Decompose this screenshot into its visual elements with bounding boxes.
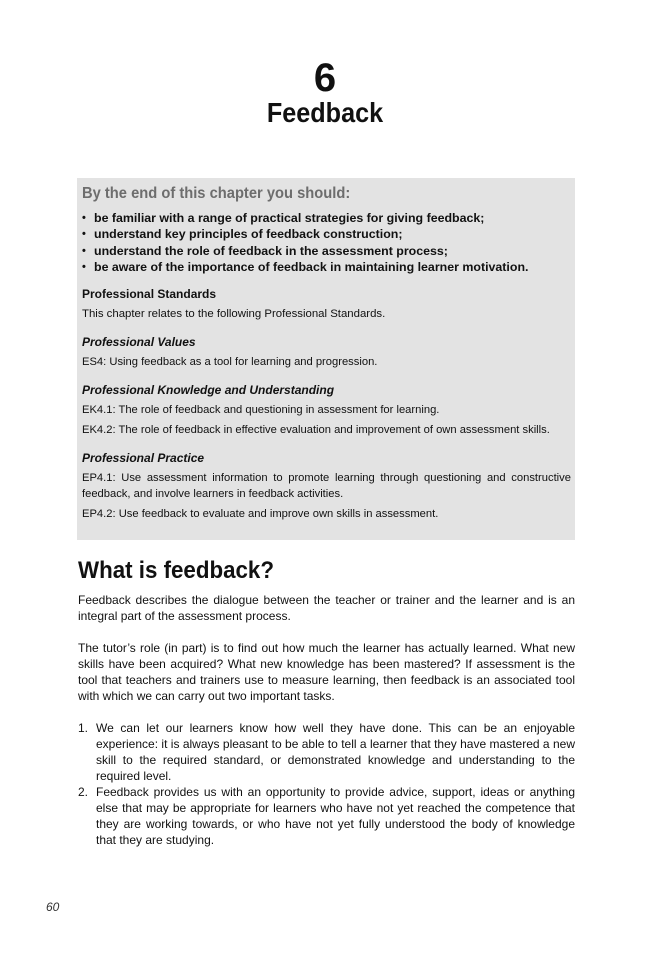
practice-heading: Professional Practice [82, 450, 205, 465]
chapter-objectives-box [77, 178, 575, 540]
section-heading: What is feedback? [78, 557, 274, 584]
bullet-icon: • [82, 228, 86, 241]
list-item-text: We can let our learners know how well they have done. This can be an enjoyable experience: it is always pleasant to be able to tell a learner that they have mastered a new skill to the required standard, or demonstrated knowledge and understanding to the required level. [96, 721, 575, 783]
body-paragraph: Feedback describes the dialogue between the teacher or trainer and the learner and is an integral part of the assessment process. [78, 593, 575, 623]
objectives-heading: By the end of this chapter you should: [82, 185, 351, 202]
standard-item: ES4: Using feedback as a tool for learning and progression. [82, 355, 378, 368]
list-number: 1. [78, 721, 89, 735]
standard-item: EP4.2: Use feedback to evaluate and improve own skills in assessment. [82, 507, 439, 520]
list-number: 2. [78, 785, 89, 799]
standard-item: EP4.1: Use assessment information to promote learning through questioning and constructive feedback, and involve learners in feedback activities. [82, 471, 571, 500]
standard-item: EK4.1: The role of feedback and questioning in assessment for learning. [82, 403, 440, 416]
objective-item: • be familiar with a range of practical strategies for giving feedback; [82, 211, 485, 225]
page-number: 60 [46, 900, 60, 914]
bullet-icon: • [82, 212, 86, 224]
standards-heading: Professional Standards [82, 286, 217, 301]
bullet-icon: • [82, 261, 86, 274]
values-heading: Professional Values [82, 334, 196, 349]
chapter-number: 6 [313, 56, 337, 100]
objective-item: • be aware of the importance of feedback in maintaining learner motivation. [82, 260, 529, 275]
standards-intro: This chapter relates to the following Professional Standards. [82, 307, 386, 320]
objective-item: • understand the role of feedback in the assessment process; [82, 243, 448, 258]
list-item-text: Feedback provides us with an opportunity to provide advice, support, ideas or anything else that may be appropriate for learners who have not yet reached the competence that they are working towards, or who have not yet fully understood the body of knowledge that they are studying. [96, 785, 575, 847]
standard-item: EK4.2: The role of feedback in effective evaluation and improvement of own assessment skills. [82, 423, 550, 436]
objectives-list [82, 210, 571, 276]
knowledge-heading: Professional Knowledge and Understanding [82, 382, 335, 397]
numbered-list [78, 720, 575, 848]
bullet-icon: • [82, 244, 86, 257]
objective-item: • understand key principles of feedback construction; [82, 227, 403, 242]
body-paragraph: The tutor’s role (in part) is to find out how much the learner has actually learned. What new skills have been acquired? What new knowledge has been mastered? If assessment is the tool that teachers and trainers use to measure learning, then feedback is an associated tool with which we can carry out two important tasks. [78, 641, 575, 703]
chapter-title: Feedback [266, 97, 384, 128]
list-item [78, 720, 575, 784]
list-item [78, 784, 575, 848]
